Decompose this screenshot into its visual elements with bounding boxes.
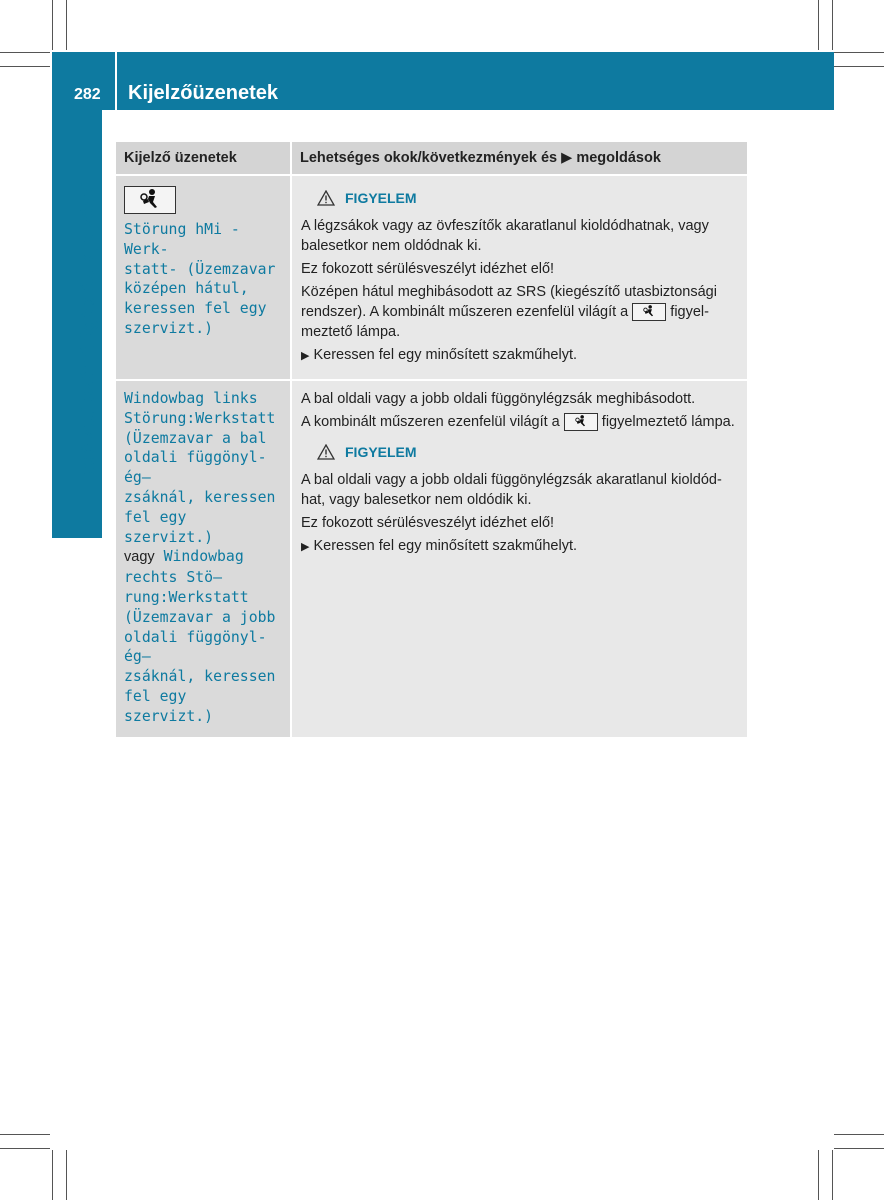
crop-mark [834, 1148, 884, 1149]
table-row [116, 380, 747, 737]
paragraph: A légzsákok vagy az övfeszítők akaratlanul kioldódhatnak, vagy balesetkor nem oldódnak ki. [301, 218, 709, 254]
crop-mark [832, 0, 833, 50]
airbag-warning-icon [124, 186, 176, 214]
paragraph: Ez fokozott sérülésveszélyt idézhet elő! [301, 515, 555, 531]
instruction-step: ▶ Keressen fel egy minősített szakműhelyt. [301, 538, 578, 554]
airbag-warning-icon [564, 413, 598, 431]
page-header [52, 52, 834, 110]
chapter-label: Fedélzeti számítógép és kijelzései [78, 181, 99, 488]
crop-mark [834, 52, 884, 53]
crop-mark [52, 1150, 53, 1200]
warning-triangle-icon [317, 444, 335, 460]
paragraph: A bal oldali vagy a jobb oldali függönylégzsák meghibásodott. [301, 391, 696, 407]
warning-heading: FIGYELEM [317, 442, 741, 462]
paragraph: Ez fokozott sérülésveszélyt idézhet elő! [301, 261, 555, 277]
instruction-step: ▶ Keressen fel egy minősített szakműhelyt. [301, 347, 578, 363]
crop-mark [52, 0, 53, 50]
warning-triangle-icon [317, 190, 335, 206]
conjunction-text: vagy [124, 549, 155, 566]
column-header-messages: Kijelző üzenetek [116, 142, 291, 175]
crop-mark [0, 1134, 50, 1135]
step-arrow-icon: ▶ [301, 541, 310, 553]
crop-mark [834, 66, 884, 67]
causes-cell [291, 380, 747, 737]
paragraph: Középen hátul meghibásodott az SRS (kiegészítő utasbiztonsági rendszer). A kombinált műszeren ezenfelül világít a figyelmeztető lámpa. [301, 284, 717, 340]
crop-mark [834, 1134, 884, 1135]
crop-mark [66, 0, 67, 50]
table-header-row [116, 142, 747, 175]
airbag-warning-icon [632, 303, 666, 321]
header-divider [115, 52, 117, 110]
message-cell [116, 175, 291, 380]
page-number: 282 [74, 86, 101, 103]
step-arrow-icon: ▶ [301, 350, 310, 362]
display-message: Störung hMi -Werk- statt- (Üzemzavar középen hátul, keressen fel egy szervizt.) [124, 221, 276, 337]
paragraph: A kombinált műszeren ezenfelül világít a figyelmeztető lámpa. [301, 414, 735, 430]
crop-mark [66, 1150, 67, 1200]
table-row [116, 175, 747, 380]
warning-heading: FIGYELEM [317, 188, 741, 208]
display-message: Windowbag links Störung:Werkstatt (Üzemzavar a bal oldali függönylég– zsáknál, keressen fel egy szervizt.) vagy Windowbag rechts Stö– rung:Werkstatt (Üzemzavar a jobb oldali függönylég– zsáknál, keressen fel egy szervizt.) [124, 390, 276, 725]
message-table [116, 142, 747, 737]
page-title: Kijelzőüzenetek [128, 82, 279, 104]
crop-mark [832, 1150, 833, 1200]
paragraph: A bal oldali vagy a jobb oldali függönylégzsák akaratlanul kioldódhat, vagy balesetkor nem oldódik ki. [301, 472, 722, 508]
column-header-causes: Lehetséges okok/következmények és ▶ megoldások [291, 142, 747, 175]
crop-mark [0, 66, 50, 67]
crop-mark [818, 1150, 819, 1200]
crop-mark [818, 0, 819, 50]
crop-mark [0, 1148, 50, 1149]
message-cell [116, 380, 291, 737]
causes-cell [291, 175, 747, 380]
crop-mark [0, 52, 50, 53]
